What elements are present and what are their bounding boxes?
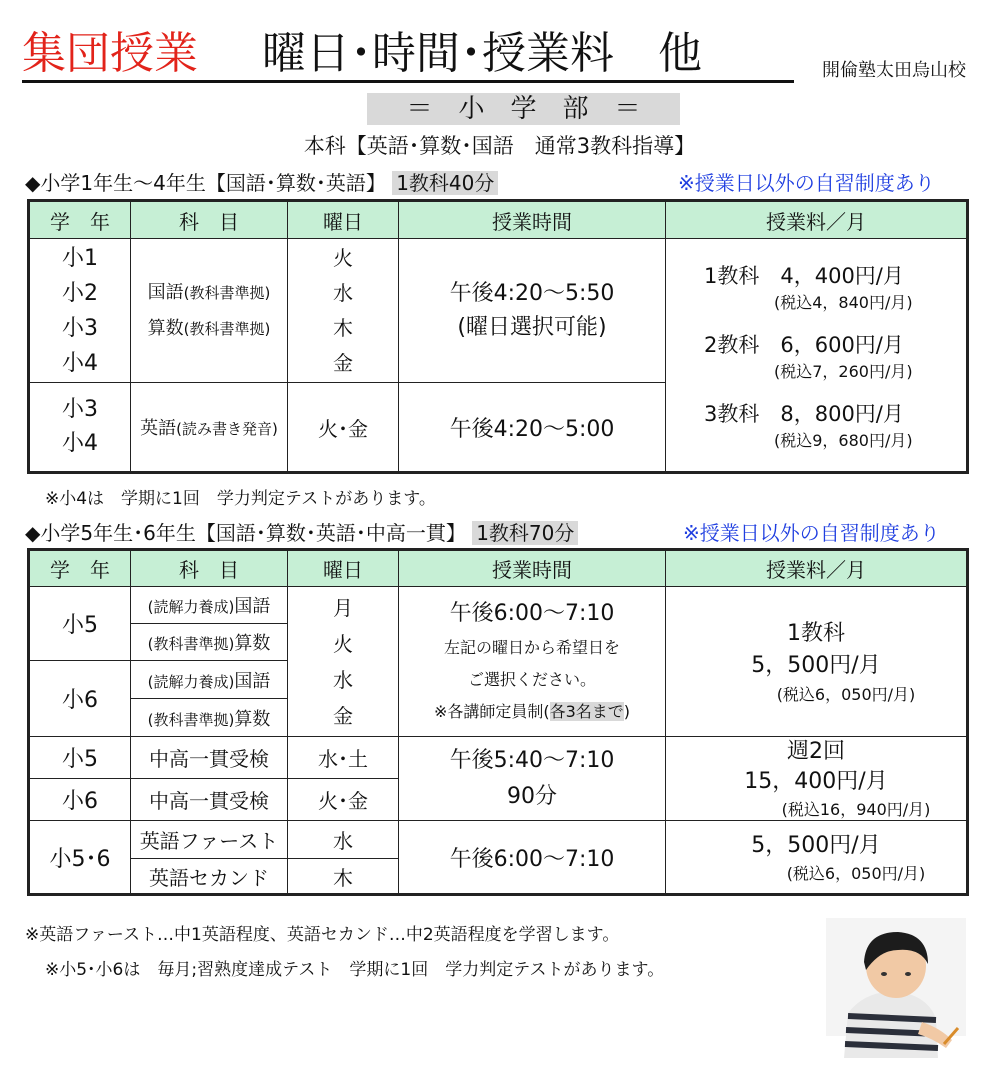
fee-amount: 5，500円/月 [751,653,881,678]
grade: 小4 [62,350,98,376]
day: 水 [333,667,353,692]
col-grade: 学 年 [29,550,131,587]
grade-cell: 小5･6 [29,821,131,895]
subjects-cell [131,239,288,383]
col-day: 曜日 [288,550,399,587]
fee-cell [666,587,968,737]
grades-cell [29,239,131,383]
fee-1-tax: (税込4，840円/月) [774,292,913,312]
child-studying-photo [826,918,966,1058]
days-cell: 水･土 [288,737,399,779]
grades-cell [29,383,131,473]
fee-cell [666,737,968,821]
subject-cell: 中高一貫受検 [131,737,288,779]
fee-amount: 5，500円/月 [751,832,881,858]
fee-2: 2教科 6，600円/月 [704,332,904,357]
day: 水 [333,280,353,305]
fee-cell [666,821,968,895]
section1-title: ◆小学1年生～4年生【国語･算数･英語】 [25,171,386,195]
subject-note: (教科書準拠) [183,283,271,302]
time-note-2: ご選択ください。 [467,669,596,689]
col-fee: 授業料／月 [666,550,968,587]
subject-sansu: 算数 [147,317,184,339]
days-cell: 火･金 [288,383,399,473]
col-subject: 科 目 [131,201,288,239]
col-time: 授業時間 [399,550,666,587]
section2-footnote-2: ※小5･小6は 毎月;習熟度達成テスト 学期に1回 学力判定テストがあります。 [45,960,665,980]
time: 午後6:00～7:10 [449,600,615,626]
subject-cell: 英語ファースト [131,821,288,859]
time: 午後5:40～7:10 [449,747,615,773]
grade-cell: 小5 [29,737,131,779]
section2-self-study: ※授業日以外の自習制度あり [683,521,940,545]
time-cell [399,737,666,821]
fee-tax: (税込6，050円/月) [776,685,916,704]
subject-kokugo: 国語 [234,596,271,617]
fee-tax: (税込6，050円/月) [786,863,926,883]
time-cell: 午後4:20～5:00 [399,383,666,473]
col-time: 授業時間 [399,201,666,239]
time-note-1: 左記の曜日から希望日を [443,637,620,657]
subject-sansu: 算数 [234,633,271,654]
subject-cell [131,587,288,624]
subject-eigo: 英語 [140,418,177,439]
days-cell: 火･金 [288,779,399,821]
day: 火 [333,631,353,656]
department-banner: ＝ 小 学 部 ＝ [367,93,680,125]
section1-self-study: ※授業日以外の自習制度あり [678,171,935,195]
days-cell [288,239,399,383]
fee-tax: (税込16，940円/月) [781,800,931,819]
subject-note: (教科書準拠) [147,710,235,729]
time-cell [399,239,666,383]
grade: 小2 [62,280,98,306]
grade-cell: 小6 [29,779,131,821]
day: 金 [333,703,353,728]
section1-footnote: ※小4は 学期に1回 学力判定テストがあります。 [45,489,436,509]
subjects-cell [131,383,288,473]
col-grade: 学 年 [29,201,131,239]
grade-cell: 小6 [29,661,131,737]
fee-3: 3教科 8，800円/月 [704,401,904,426]
fee-cell [666,239,968,473]
subtitle: 本科【英語･算数･国語 通常3教科指導】 [303,134,696,158]
grade: 小3 [62,315,98,341]
subject-note: (読解力養成) [147,672,235,691]
day: 月 [333,595,353,620]
fee-label: 週2回 [787,739,845,764]
subject-cell: 中高一貫受検 [131,779,288,821]
grade: 小1 [62,245,98,271]
subject-note: (教科書準拠) [183,319,271,338]
day: 火 [333,245,353,270]
school-name: 開倫塾太田烏山校 [822,60,966,81]
subject-sansu: 算数 [234,708,271,730]
page-title: 曜日･時間･授業料 他 [262,28,702,79]
grade-cell: 小5 [29,587,131,661]
fee-1: 1教科 4，400円/月 [704,263,904,288]
fee-2-tax: (税込7，260円/月) [774,361,913,381]
time-note-3: ※各講師定員制(各3名まで) [433,701,631,721]
days-cell [288,587,399,737]
title-underline [22,80,794,83]
subject-note: (読解力養成) [147,598,235,616]
section2-duration: 1教科70分 [472,521,578,545]
days-cell: 水 [288,821,399,859]
col-fee: 授業料／月 [666,201,968,239]
subject-cell: 英語セカンド [131,859,288,895]
col-day: 曜日 [288,201,399,239]
subject-kokugo: 国語 [234,670,271,692]
fee-label: 1教科 [787,621,845,646]
subject-cell [131,699,288,737]
fee-amount: 15，400円/月 [744,769,888,794]
time-note: (曜日選択可能) [457,314,607,340]
fee-3-tax: (税込9，680円/月) [774,430,913,450]
schedule-table-2 [27,548,969,896]
grade: 小4 [62,431,98,456]
day: 木 [333,315,353,340]
section1-heading [25,167,498,196]
title-red: 集団授業 [22,28,198,79]
days-cell: 木 [288,859,399,895]
subject-note: (読み書き発音) [176,420,278,438]
subject-kokugo: 国語 [147,281,184,303]
section2-title: ◆小学5年生･6年生【国語･算数･英語･中高一貫】 [25,521,466,545]
duration: 90分 [507,783,557,809]
col-subject: 科 目 [131,550,288,587]
subject-cell [131,661,288,699]
schedule-table-1 [27,199,969,474]
grade: 小3 [62,397,98,422]
section1-duration: 1教科40分 [392,171,498,195]
day: 金 [333,350,353,375]
subject-cell [131,624,288,661]
time: 午後4:20～5:50 [449,280,615,306]
time-cell [399,587,666,737]
time-cell: 午後6:00～7:10 [399,821,666,895]
section2-heading [25,517,578,546]
section2-footnote-1: ※英語ファースト…中1英語程度、英語セカンド…中2英語程度を学習します。 [25,925,620,945]
subject-note: (教科書準拠) [147,635,235,653]
